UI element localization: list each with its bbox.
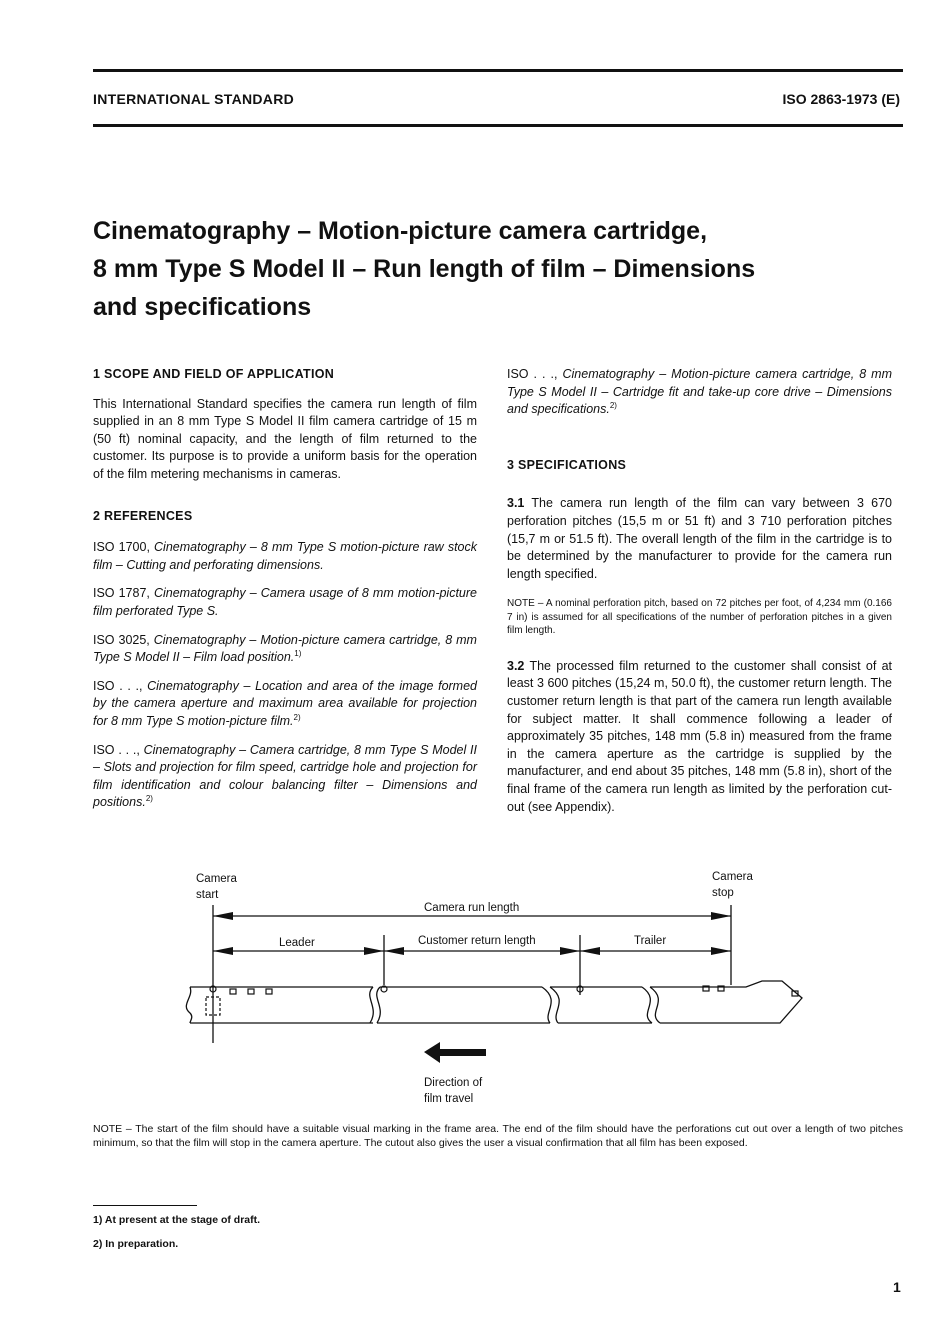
scope-paragraph: This International Standard specifies the camera run length of film supplied in an 8 mm Type S Model II film camera cartridge of 15 m (50 ft) nominal capacity, and the length of film returned to the customer. Its purpose is to provide a uniform basis for the operation of the film metering mechanisms in cameras.: [93, 396, 477, 481]
direction-arrow: [424, 1042, 486, 1063]
leader-label: Leader: [279, 937, 315, 949]
camera-stop-label: stop: [712, 887, 734, 899]
customer-return-length-label: Customer return length: [418, 935, 536, 947]
direction-label: Direction of: [424, 1077, 483, 1089]
footnote: 1) At present at the stage of draft.: [93, 1214, 261, 1226]
camera-stop-label: Camera: [712, 871, 753, 883]
arrowhead: [711, 912, 731, 920]
page-number: 1: [893, 1279, 901, 1295]
footnote-ref: 2): [609, 401, 617, 411]
reference-item: ISO . . ., Cinematography – Camera cartridge, 8 mm Type S Model II – Slots and projection for film speed, cartridge hole and projection for film identification and colour balancing filter – Dimensions and positions.$^{2)}$: [93, 742, 477, 810]
arrowhead: [213, 912, 233, 920]
left-column: [93, 366, 477, 812]
direction-label: film travel: [424, 1093, 474, 1105]
clause-note: NOTE – A nominal perforation pitch, based on 72 pitches per foot, of 4,234 mm (0.166 7 in) is assumed for all specifications of the number of perforation pitches in a given film length.: [507, 598, 892, 637]
clause-number: 3.1: [507, 496, 525, 511]
header-standard-label: INTERNATIONAL STANDARD: [93, 91, 295, 107]
title-line: and specifications: [93, 293, 312, 321]
right-column: [507, 366, 892, 816]
reference-item: ISO . . ., Cinematography – Motion-picture camera cartridge, 8 mm Type S Model II – Cartridge fit and take-up core drive – Dimensions and specifications.$^{2)}$: [507, 367, 892, 417]
arrowhead: [560, 947, 580, 955]
film-length-diagram: [170, 865, 810, 1110]
footnote-rule: [93, 1205, 197, 1206]
camera-start-label: start: [196, 889, 219, 901]
arrowhead: [213, 947, 233, 955]
arrowhead: [384, 947, 404, 955]
title-line: Cinematography – Motion-picture camera cartridge,: [93, 217, 708, 245]
reference-item: ISO 1787, Cinematography – Camera usage of 8 mm motion-picture film perforated Type S.: [93, 586, 477, 618]
figure-note: NOTE – The start of the film should have a suitable visual marking in the frame area. The end of the film should have the perforations cut out over a length of two pitches minimum, so that the film will stop in the camera aperture. The cutout also gives the user a visual confirmation that all film has been exposed.: [93, 1123, 903, 1149]
start-frame-marker: [206, 986, 583, 1015]
arrowhead: [364, 947, 384, 955]
camera-run-length-label: Camera run length: [424, 902, 520, 914]
section-heading-specifications: 3 SPECIFICATIONS: [507, 457, 627, 472]
section-heading-references: 2 REFERENCES: [93, 508, 193, 523]
camera-start-label: Camera: [196, 873, 237, 885]
header-document-number: ISO 2863-1973 (E): [782, 91, 900, 107]
clause-number: 3.2: [507, 658, 525, 673]
trailer-label: Trailer: [634, 935, 667, 947]
footnote-ref: 2): [293, 712, 301, 722]
footnote-ref: 2): [145, 794, 153, 804]
top-rule: [93, 69, 903, 72]
arrowhead: [580, 947, 600, 955]
clause-3-1: 3.1 The camera run length of the film can vary between 3 670 perforation pitches (15,5 m or 51 ft) and 3 710 perforation pitches (15,7 m or 51.5 ft). The overall length of the film in the cartridge is to be determined by the manufacturer to provide for the camera run length specified.: [507, 496, 893, 581]
footnote: 2) In preparation.: [93, 1238, 179, 1250]
film-strip: [186, 981, 802, 1023]
reference-item: ISO 1700, Cinematography – 8 mm Type S motion-picture raw stock film – Cutting and perforating dimensions.: [93, 540, 477, 572]
reference-item: ISO . . ., Cinematography – Location and area of the image formed by the camera aperture and maximum area available for projection for 8 mm Type S motion-picture film.$^{2)}$: [93, 678, 477, 728]
arrowhead: [711, 947, 731, 955]
header-rule: [93, 124, 903, 127]
clause-3-2: 3.2 The processed film returned to the customer shall consist of at least 3 600 pitches (15,24 m, 50.0 ft), the customer return length. The customer return length is that part of the camera run length available for subject matter. It shall commence following a leader of approximately 35 pitches, 148 mm (5.8 in) measured from the frame in the camera aperture as the cartridge is supplied by the manufacturer, and end about 35 pitches, 148 mm (5.8 in), short of the final frame of the camera run length as limited by the perforation cut-out (see Appendix).: [507, 658, 892, 814]
document-title: [93, 212, 903, 326]
footnote-ref: 1): [294, 648, 302, 658]
section-heading-scope: 1 SCOPE AND FIELD OF APPLICATION: [93, 367, 335, 381]
title-line: 8 mm Type S Model II – Run length of film – Dimensions: [93, 255, 756, 283]
reference-item: ISO 3025, Cinematography – Motion-picture camera cartridge, 8 mm Type S Model II – Film load position.$^{1)}$: [93, 632, 477, 665]
